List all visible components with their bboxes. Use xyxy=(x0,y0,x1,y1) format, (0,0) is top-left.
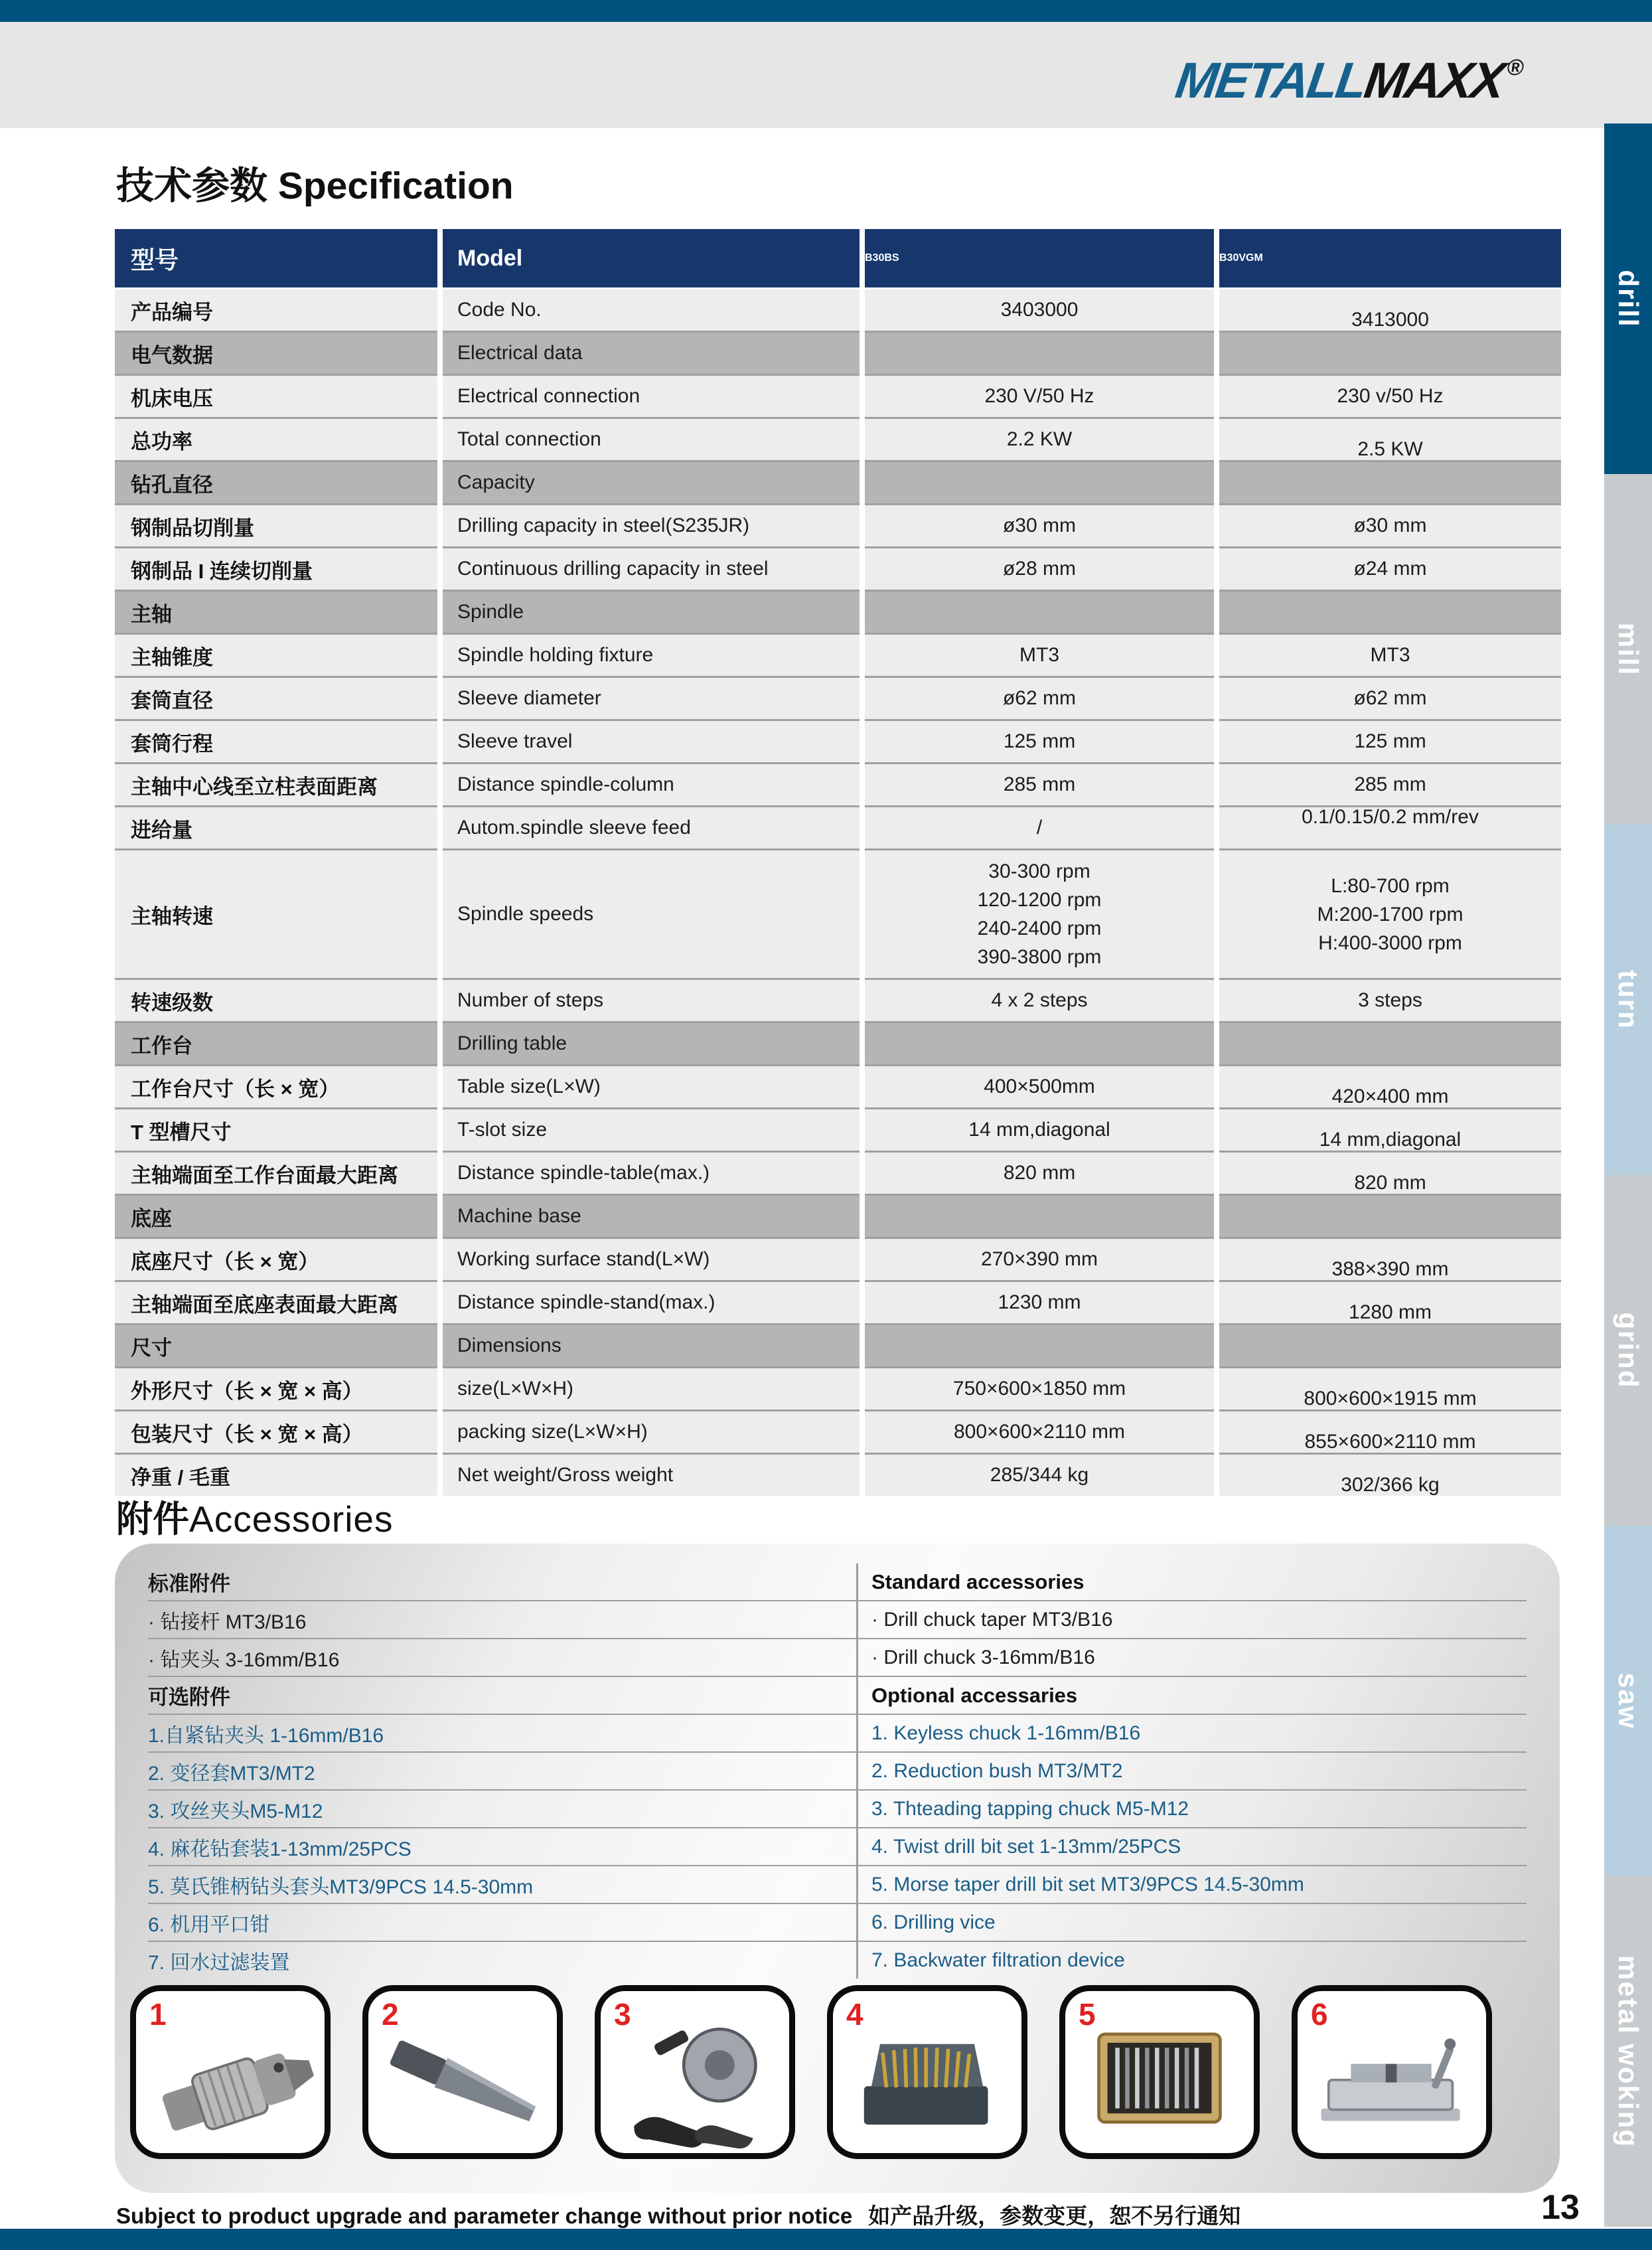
spec-value-b30vgm xyxy=(1219,1237,1561,1280)
spec-value-text: 750×600×1850 mm xyxy=(952,1378,1126,1400)
spec-label-zh xyxy=(115,719,437,762)
spec-value-text: 855×600×2110 mm xyxy=(1304,1431,1476,1453)
spec-label-zh-text: 钢制品 I 连续切削量 xyxy=(131,559,313,583)
spec-value-text: 125 mm xyxy=(1354,730,1426,752)
spec-section-spacer xyxy=(1219,1323,1561,1366)
sidebar-tab-label: drill xyxy=(1613,270,1644,328)
spec-value-b30bs xyxy=(865,374,1214,417)
spec-label-en xyxy=(443,1237,860,1280)
spec-value-text: ø62 mm xyxy=(1353,687,1427,709)
top-bar xyxy=(0,0,1652,22)
spec-label-zh xyxy=(115,848,437,978)
spec-value-text: 820 mm xyxy=(1354,1172,1426,1194)
morse-taper-drill-bit-set-photo xyxy=(1065,2004,1254,2153)
spec-value-b30vgm xyxy=(1219,1064,1561,1107)
spec-label-zh xyxy=(115,546,437,590)
spec-label-en xyxy=(443,633,860,676)
spec-section-zh xyxy=(115,460,437,503)
spec-label-en xyxy=(443,1151,860,1194)
spec-value-b30bs xyxy=(865,676,1214,719)
footer-note-en: Subject to product upgrade and parameter change without prior notice xyxy=(116,2204,853,2228)
accessory-standard-item-en: · Drill chuck taper MT3/B16 xyxy=(856,1601,1527,1639)
spec-value-text: 420×400 mm xyxy=(1331,1085,1449,1107)
spec-label-zh xyxy=(115,1280,437,1323)
spec-label-en-text: packing size(L×W×H) xyxy=(457,1421,648,1443)
spec-section-en xyxy=(443,331,860,374)
spec-value-text: 3413000 xyxy=(1351,309,1429,331)
spec-value-text: 3403000 xyxy=(1000,299,1079,321)
spec-section-spacer xyxy=(865,1323,1214,1366)
spec-label-zh-text: 套筒直径 xyxy=(131,688,213,712)
accessory-optional-item-en: 5. Morse taper drill bit set MT3/9PCS 14.5-30mm xyxy=(856,1866,1527,1904)
spec-label-zh xyxy=(115,1237,437,1280)
accessory-optional-item-zh: 4. 麻花钻套装1-13mm/25PCS xyxy=(148,1828,856,1866)
spec-value-text: 388×390 mm xyxy=(1331,1258,1449,1280)
spec-section-spacer xyxy=(1219,1021,1561,1064)
spec-section-label-zh: 工作台 xyxy=(131,1034,192,1058)
spec-value-b30bs xyxy=(865,1280,1214,1323)
spec-label-zh-text: 工作台尺寸（长 × 宽） xyxy=(131,1077,340,1101)
spec-section-spacer xyxy=(865,460,1214,503)
spec-label-en xyxy=(443,1107,860,1151)
sidebar-tab-turn xyxy=(1604,825,1652,1175)
spec-label-zh-text: 转速级数 xyxy=(131,991,213,1014)
drilling-vice-photo xyxy=(1298,2004,1486,2153)
spec-value-text: 0.1/0.15/0.2 mm/rev xyxy=(1302,806,1479,828)
spec-label-en-text: Number of steps xyxy=(457,989,604,1011)
page-title xyxy=(116,155,514,210)
spec-label-en-text: Continuous drilling capacity in steel xyxy=(457,558,769,580)
spec-value-text: 1230 mm xyxy=(998,1291,1081,1313)
registered-mark-icon: ® xyxy=(1505,55,1526,80)
spec-value-text: 2.2 KW xyxy=(1006,428,1073,450)
accessory-standard-item-en: · Drill chuck 3-16mm/B16 xyxy=(856,1639,1527,1677)
accessory-standard-header-en: Standard accessories xyxy=(856,1564,1527,1601)
spec-label-en xyxy=(443,503,860,546)
spec-label-zh-text: 钢制品切削量 xyxy=(131,516,254,540)
spec-section-label-zh: 尺寸 xyxy=(131,1336,172,1360)
spec-label-zh xyxy=(115,1366,437,1409)
spec-label-en-text: Table size(L×W) xyxy=(457,1076,601,1097)
spec-label-en xyxy=(443,676,860,719)
spec-section-label-zh: 电气数据 xyxy=(131,343,213,367)
accessory-optional-item-en: 4. Twist drill bit set 1-13mm/25PCS xyxy=(856,1828,1527,1866)
spec-section-spacer xyxy=(865,1194,1214,1237)
spec-label-zh-text: 外形尺寸（长 × 宽 × 高） xyxy=(131,1379,363,1403)
spec-value-b30vgm xyxy=(1219,762,1561,805)
spec-value-text: 285 mm xyxy=(1003,773,1076,795)
accessory-standard-item-zh: · 钻夹头 3-16mm/B16 xyxy=(148,1639,856,1677)
spec-label-en xyxy=(443,417,860,460)
spec-label-en xyxy=(443,287,860,331)
accessory-card-number: 6 xyxy=(1311,1997,1328,2032)
keyless-drill-chuck-photo xyxy=(136,2004,325,2153)
tapping-chuck-photo xyxy=(601,2004,789,2153)
spec-section-label-zh: 底座 xyxy=(131,1206,172,1230)
spec-section-spacer xyxy=(865,1021,1214,1064)
accessories-title xyxy=(116,1490,394,1542)
spec-value-b30bs xyxy=(865,1064,1214,1107)
spec-label-en-text: Drilling capacity in steel(S235JR) xyxy=(457,515,750,536)
spec-value-b30vgm xyxy=(1219,1409,1561,1453)
accessory-optional-item-en: 1. Keyless chuck 1-16mm/B16 xyxy=(856,1715,1527,1753)
spec-value-text: 3 steps xyxy=(1358,989,1422,1011)
spec-section-label-zh: 钻孔直径 xyxy=(131,473,213,497)
spec-label-zh xyxy=(115,805,437,848)
spec-label-zh-text: 包装尺寸（长 × 宽 × 高） xyxy=(131,1422,363,1446)
spec-label-en-text: T-slot size xyxy=(457,1119,548,1141)
spec-label-zh-text: 总功率 xyxy=(131,430,192,453)
spec-value-b30vgm xyxy=(1219,805,1561,848)
spec-label-zh xyxy=(115,633,437,676)
accessory-card-1 xyxy=(130,1985,331,2159)
accessory-card-number: 1 xyxy=(149,1997,167,2032)
spec-label-zh xyxy=(115,1409,437,1453)
sidebar-tab-label: saw xyxy=(1613,1672,1644,1729)
spec-section-zh xyxy=(115,1323,437,1366)
sidebar-tab-mill xyxy=(1604,474,1652,825)
spec-section-label-en: Spindle xyxy=(457,601,524,623)
spec-label-zh-text: 主轴端面至底座表面最大距离 xyxy=(131,1293,398,1317)
spec-section-spacer xyxy=(1219,590,1561,633)
spec-label-en-text: Distance spindle-stand(max.) xyxy=(457,1291,715,1313)
sidebar-tab-saw xyxy=(1604,1526,1652,1876)
spec-value-b30bs xyxy=(865,503,1214,546)
spec-value-b30bs xyxy=(865,417,1214,460)
sidebar-tab-label: grind xyxy=(1613,1312,1644,1389)
sidebar-tabs xyxy=(1604,123,1652,2227)
spec-value-b30bs xyxy=(865,848,1214,978)
accessory-optional-item-zh: 7. 回水过滤装置 xyxy=(148,1951,290,1974)
spec-section-spacer xyxy=(1219,331,1561,374)
spec-value-b30bs xyxy=(865,1107,1214,1151)
spec-label-zh-text: 净重 / 毛重 xyxy=(131,1465,230,1489)
accessory-optional-header-zh: 可选附件 xyxy=(148,1677,856,1715)
spec-label-zh-text: 进给量 xyxy=(131,818,192,842)
spec-label-en-text: Working surface stand(L×W) xyxy=(457,1248,710,1270)
spec-label-en-text: Net weight/Gross weight xyxy=(457,1464,674,1486)
accessory-optional-item-zh: 3. 攻丝夹头M5-M12 xyxy=(148,1791,856,1828)
spec-section-zh xyxy=(115,1194,437,1237)
spec-value-text: 2.5 KW xyxy=(1357,438,1423,460)
accessory-optional-item-zh: 5. 莫氏锥柄钻头套头MT3/9PCS 14.5-30mm xyxy=(148,1866,856,1904)
spec-value-b30vgm xyxy=(1219,719,1561,762)
bottom-bar xyxy=(0,2229,1652,2250)
sidebar-tab-grind xyxy=(1604,1175,1652,1526)
spec-value-text: 285 mm xyxy=(1354,773,1426,795)
spec-value-b30vgm xyxy=(1219,633,1561,676)
spec-header-b30vgm: B30VGM xyxy=(1219,229,1561,287)
spec-value-b30vgm xyxy=(1219,287,1561,331)
logo-metall: METALL xyxy=(1171,52,1369,109)
spec-section-label-en: Dimensions xyxy=(457,1334,562,1356)
spec-value-b30bs xyxy=(865,762,1214,805)
spec-value-text: MT3 xyxy=(1370,644,1410,666)
spec-section-spacer xyxy=(1219,460,1561,503)
accessory-optional-item-en: 2. Reduction bush MT3/MT2 xyxy=(856,1753,1527,1791)
accessory-card-2 xyxy=(362,1985,563,2159)
spec-value-text: 125 mm xyxy=(1003,730,1076,752)
sidebar-tab-label: metal woking xyxy=(1613,1955,1644,2148)
spec-label-zh xyxy=(115,374,437,417)
spec-label-en xyxy=(443,374,860,417)
spec-label-en-text: Sleeve travel xyxy=(457,730,573,752)
spec-label-zh xyxy=(115,417,437,460)
accessory-optional-item-en: 7. Backwater filtration device xyxy=(856,1942,1527,1978)
spec-table xyxy=(115,229,1560,1496)
accessories-title-zh: 附件 xyxy=(116,1498,190,1540)
spec-value-b30vgm xyxy=(1219,1453,1561,1496)
spec-value-text: MT3 xyxy=(1019,644,1059,666)
spec-section-label-en: Electrical data xyxy=(457,342,583,364)
spec-section-en xyxy=(443,1323,860,1366)
spec-value-lines: L:80-700 rpm M:200-1700 rpm H:400-3000 rpm xyxy=(1317,874,1464,954)
accessory-card-number: 2 xyxy=(382,1997,399,2032)
spec-label-zh xyxy=(115,503,437,546)
spec-value-b30vgm xyxy=(1219,1366,1561,1409)
spec-label-en-text: Distance spindle-table(max.) xyxy=(457,1162,710,1184)
spec-value-b30vgm xyxy=(1219,1151,1561,1194)
spec-label-zh-text: 主轴端面至工作台面最大距离 xyxy=(131,1163,398,1187)
spec-label-zh-text: 机床电压 xyxy=(131,386,213,410)
page-title-zh: 技术参数 xyxy=(116,165,267,207)
spec-section-label-zh: 主轴 xyxy=(131,602,172,626)
spec-value-text: 4 x 2 steps xyxy=(991,989,1088,1011)
accessory-optional-item-zh: 6. 机用平口钳 xyxy=(148,1904,856,1942)
spec-value-b30bs xyxy=(865,1237,1214,1280)
spec-label-en xyxy=(443,1064,860,1107)
accessory-cards xyxy=(130,1985,1492,2159)
accessory-optional-item-en: 3. Thteading tapping chuck M5-M12 xyxy=(856,1791,1527,1828)
spec-label-en xyxy=(443,546,860,590)
spec-value-b30bs xyxy=(865,1453,1214,1496)
spec-label-en xyxy=(443,1453,860,1496)
spec-label-zh-text: 套筒行程 xyxy=(131,732,213,756)
spec-label-en xyxy=(443,978,860,1021)
spec-label-zh xyxy=(115,978,437,1021)
spec-label-zh xyxy=(115,287,437,331)
brand-logo xyxy=(1171,52,1526,110)
spec-value-text: 285/344 kg xyxy=(990,1464,1089,1486)
spec-value-b30bs xyxy=(865,719,1214,762)
spec-section-label-en: Machine base xyxy=(457,1205,581,1227)
accessory-optional-item-en: 6. Drilling vice xyxy=(856,1904,1527,1942)
spec-value-text: ø30 mm xyxy=(1353,515,1427,536)
accessories-list xyxy=(148,1564,1527,1978)
spec-value-text: 800×600×1915 mm xyxy=(1304,1388,1477,1409)
spec-value-b30bs xyxy=(865,633,1214,676)
spec-value-text: 400×500mm xyxy=(984,1076,1095,1097)
sidebar-tab-label: mill xyxy=(1613,622,1644,677)
spec-section-spacer xyxy=(1219,1194,1561,1237)
spec-label-en-text: Electrical connection xyxy=(457,385,640,407)
spec-value-b30vgm xyxy=(1219,1280,1561,1323)
spec-section-label-en: Capacity xyxy=(457,471,535,493)
spec-section-en xyxy=(443,590,860,633)
spec-section-en xyxy=(443,1194,860,1237)
spec-value-b30vgm xyxy=(1219,374,1561,417)
spec-label-zh-text: 主轴中心线至立柱表面距离 xyxy=(131,775,378,799)
accessory-card-4 xyxy=(827,1985,1027,2159)
spec-section-spacer xyxy=(865,590,1214,633)
footer-note-zh: 如产品升级，参数变更，恕不另行通知 xyxy=(868,2204,1241,2228)
accessory-card-number: 5 xyxy=(1079,1997,1096,2032)
spec-label-en xyxy=(443,805,860,848)
spec-label-zh xyxy=(115,762,437,805)
accessory-card-6 xyxy=(1292,1985,1492,2159)
spec-value-b30bs xyxy=(865,805,1214,848)
spec-value-text: 302/366 kg xyxy=(1341,1474,1440,1496)
spec-section-zh xyxy=(115,1021,437,1064)
spec-value-text: 1280 mm xyxy=(1348,1301,1432,1323)
spec-value-b30vgm xyxy=(1219,1107,1561,1151)
morse-taper-sleeve-photo xyxy=(368,2004,557,2153)
spec-section-en xyxy=(443,1021,860,1064)
spec-header-b30bs: B30BS xyxy=(865,229,1214,287)
spec-label-zh xyxy=(115,1064,437,1107)
spec-label-en xyxy=(443,719,860,762)
spec-value-b30bs xyxy=(865,978,1214,1021)
spec-label-zh xyxy=(115,1151,437,1194)
spec-value-b30bs xyxy=(865,546,1214,590)
spec-header-model-en: Model xyxy=(443,229,860,287)
accessories-title-en: Accessories xyxy=(189,1498,394,1540)
spec-label-en xyxy=(443,762,860,805)
sidebar-tab-metal-woking xyxy=(1604,1876,1652,2227)
accessory-card-5 xyxy=(1059,1985,1260,2159)
accessory-optional-item-zh: 2. 变径套MT3/MT2 xyxy=(148,1753,856,1791)
accessory-optional-header-en: Optional accessaries xyxy=(856,1677,1527,1715)
accessory-card-number: 4 xyxy=(846,1997,864,2032)
spec-value-text: 230 v/50 Hz xyxy=(1337,385,1444,407)
spec-value-text: ø30 mm xyxy=(1002,515,1076,536)
sidebar-tab-label: turn xyxy=(1613,970,1644,1030)
spec-value-text: 800×600×2110 mm xyxy=(954,1421,1125,1443)
spec-value-b30vgm xyxy=(1219,848,1561,978)
spec-value-b30bs xyxy=(865,1366,1214,1409)
spec-value-b30bs xyxy=(865,1409,1214,1453)
spec-value-b30vgm xyxy=(1219,503,1561,546)
spec-section-zh xyxy=(115,590,437,633)
spec-label-en-text: Autom.spindle sleeve feed xyxy=(457,817,691,839)
spec-value-text: ø62 mm xyxy=(1002,687,1076,709)
spec-value-text: 14 mm,diagonal xyxy=(1319,1129,1462,1151)
spec-label-zh-text: 底座尺寸（长 × 宽） xyxy=(131,1249,319,1273)
spec-label-en-text: Spindle speeds xyxy=(457,903,594,925)
spec-label-en xyxy=(443,1409,860,1453)
spec-label-zh-text: T 型槽尺寸 xyxy=(131,1120,232,1144)
spec-value-text: ø28 mm xyxy=(1002,558,1076,580)
spec-label-en-text: Spindle holding fixture xyxy=(457,644,654,666)
page-title-en: Specification xyxy=(277,165,514,207)
spec-header-model-zh: 型号 xyxy=(115,229,437,287)
spec-label-zh-text: 主轴锥度 xyxy=(131,645,213,669)
accessory-standard-item-zh: · 钻接杆 MT3/B16 xyxy=(148,1601,856,1639)
spec-section-spacer xyxy=(865,331,1214,374)
accessory-card-3 xyxy=(595,1985,795,2159)
accessory-card-number: 3 xyxy=(614,1997,631,2032)
spec-value-text: 14 mm,diagonal xyxy=(968,1119,1110,1141)
accessory-optional-item-zh: 1.自紧钻夹头 1-16mm/B16 xyxy=(148,1715,856,1753)
spec-label-en xyxy=(443,1366,860,1409)
spec-section-en xyxy=(443,460,860,503)
spec-label-en-text: Code No. xyxy=(457,299,542,321)
page-number: 13 xyxy=(1541,2188,1580,2227)
accessory-standard-header-zh: 标准附件 xyxy=(148,1564,856,1601)
spec-value-text: ø24 mm xyxy=(1353,558,1427,580)
spec-value-text: / xyxy=(1036,817,1043,839)
logo-maxx: MAXX xyxy=(1361,52,1507,109)
spec-label-zh-text: 主轴转速 xyxy=(131,904,213,928)
twist-drill-bit-set-photo xyxy=(833,2004,1021,2153)
sidebar-tab-drill xyxy=(1604,123,1652,474)
spec-value-text: 820 mm xyxy=(1003,1162,1076,1184)
accessories-panel xyxy=(115,1544,1560,2193)
spec-label-en-text: Sleeve diameter xyxy=(457,687,601,709)
brand-band xyxy=(0,22,1652,128)
spec-label-en xyxy=(443,1280,860,1323)
spec-label-en xyxy=(443,848,860,978)
spec-section-zh xyxy=(115,331,437,374)
spec-value-text: 230 V/50 Hz xyxy=(984,385,1094,407)
spec-value-text: 270×390 mm xyxy=(981,1248,1098,1270)
spec-value-b30bs xyxy=(865,287,1214,331)
spec-label-zh xyxy=(115,1107,437,1151)
spec-label-zh xyxy=(115,676,437,719)
spec-section-label-en: Drilling table xyxy=(457,1032,567,1054)
spec-value-b30vgm xyxy=(1219,417,1561,460)
spec-label-en-text: Distance spindle-column xyxy=(457,773,674,795)
spec-label-en-text: Total connection xyxy=(457,428,601,450)
spec-value-b30bs xyxy=(865,1151,1214,1194)
footer-note xyxy=(116,2199,1240,2230)
spec-value-b30vgm xyxy=(1219,546,1561,590)
spec-label-zh-text: 产品编号 xyxy=(131,300,213,324)
spec-value-b30vgm xyxy=(1219,978,1561,1021)
spec-value-lines: 30-300 rpm 120-1200 rpm 240-2400 rpm 390-3800 rpm xyxy=(977,860,1102,968)
spec-label-en-text: size(L×W×H) xyxy=(457,1378,574,1400)
spec-value-b30vgm xyxy=(1219,676,1561,719)
